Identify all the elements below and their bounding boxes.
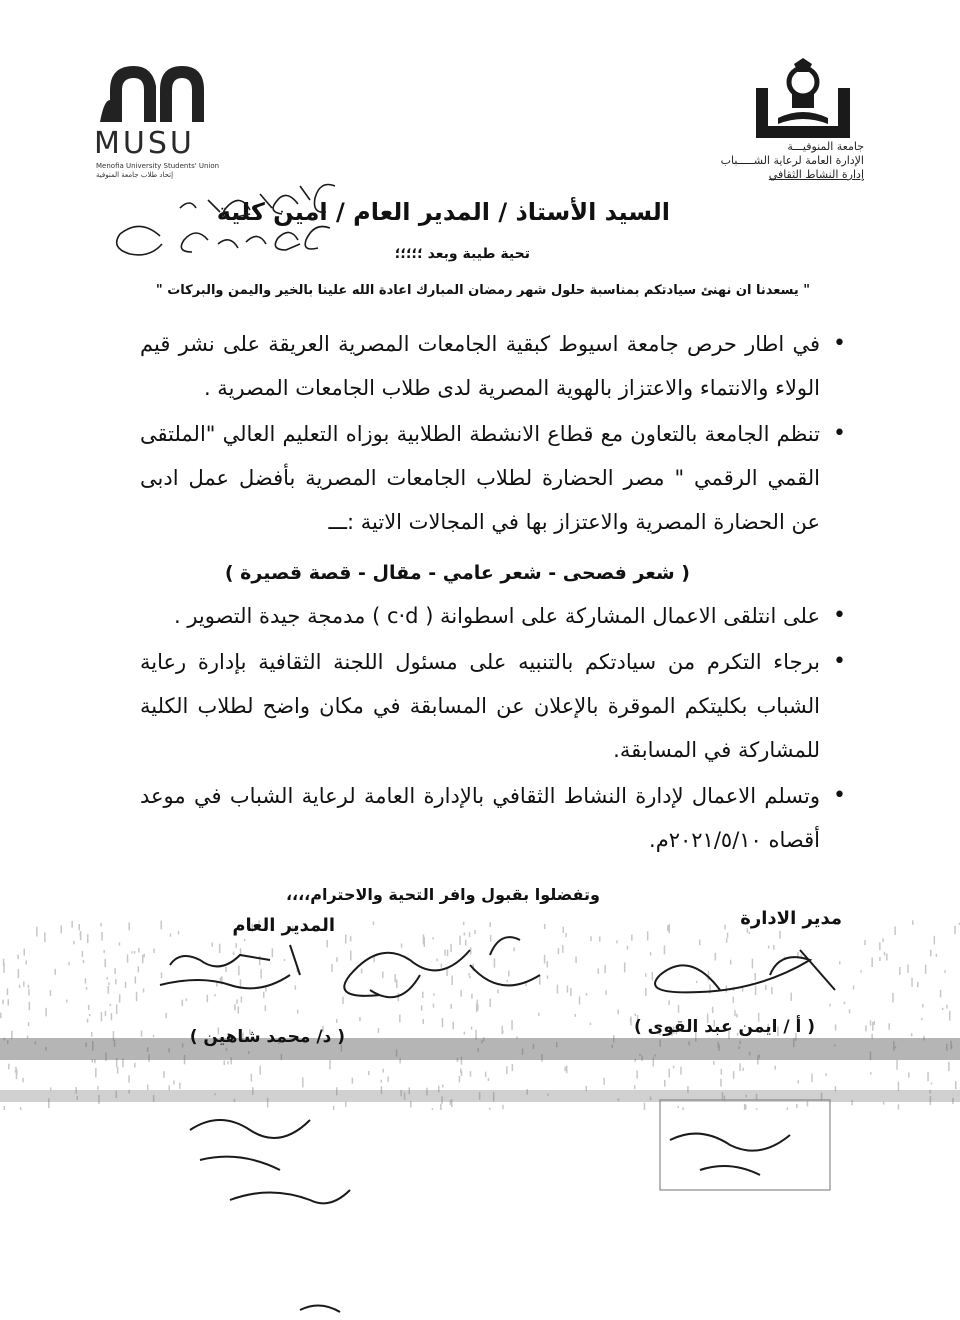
musu-wordmark: MUSU [94, 126, 195, 161]
youth-care-directorate: الإدارة العامة لرعاية الشـــــباب [720, 154, 864, 167]
scan-artifact-band [0, 920, 960, 1110]
body-paragraph: • برجاء التكرم من سيادتكم بالتنبيه على مسئول اللجنة الثقافية بإدارة رعاية الشباب بكليتكم الموقرة بالإعلان عن المسابقة في مكان واضح لطلاب الكلية للمشاركة في المسابقة. [140, 640, 820, 772]
musu-emblem-icon [100, 60, 210, 124]
university-emblem-icon [748, 58, 858, 148]
body-paragraph: • على انتلقى الاعمال المشاركة على اسطوانة ( c·d ) مدمجة جيدة التصوير . [140, 594, 820, 638]
letter-body [140, 322, 820, 864]
musu-subtitle-en: Menofia University Students' Union [96, 162, 220, 170]
musu-logo [86, 60, 236, 180]
receipt-note-icon [190, 1120, 350, 1203]
body-paragraph: • وتسلم الاعمال لإدارة النشاط الثقافي بالإدارة العامة لرعاية الشباب في موعد أقصاه ٢٠٢١/٥/١٠م. [140, 774, 820, 862]
body-paragraph: • تنظم الجامعة بالتعاون مع قطاع الانشطة الطلابية بوزاه التعليم العالي "الملتقى القمي الرقمي " مصر الحضارة لطلاب الجامعات المصرية بأفضل عمل ادبى عن الحضارة المصرية والاعتزاز بها في المجالات الاتية :ـــ [140, 412, 820, 544]
left-signature-title: المدير العام [232, 915, 335, 936]
ramadan-greeting: " يسعدنا ان نهنئ سيادتكم بمناسبة حلول شهر رمضان المبارك اعادة الله علينا بالخير واليمن والبركات " [155, 283, 810, 298]
incoming-stamp-icon [660, 1100, 830, 1190]
competition-fields: ( شعر فصحى - شعر عامي - مقال - قصة قصيرة ) [224, 562, 690, 584]
university-logo [748, 58, 858, 148]
cultural-activity-dept: إدارة النشاط الثقافي [768, 168, 864, 181]
left-signatory-name: ( د/ محمد شاهين ) [189, 1027, 345, 1047]
university-name: جامعة المنوفيـــة [787, 140, 864, 153]
greeting-line: تحية طيبة وبعد ؛؛؛؛؛ [394, 246, 530, 262]
musu-subtitle-ar: إتحاد طلاب جامعة المنوفية [96, 171, 174, 179]
handwritten-faculty-note [100, 178, 350, 268]
university-header-text [644, 140, 864, 182]
addressee-line: السيد الأستاذ / المدير العام / امين كلية [216, 198, 670, 226]
body-paragraph: • في اطار حرص جامعة اسيوط كبقية الجامعات المصرية العريقة على نشر قيم الولاء والانتماء والاعتزاز بالهوية المصرية لدى طلاب الجامعات المصرية . [140, 322, 820, 410]
closing-line: وتفضلوا بقبول وافر التحية والاحترام،،،، [285, 885, 600, 904]
right-signatory-name: ( أ / ايمن عبد القوى ) [633, 1017, 815, 1037]
right-signature-title: مدير الادارة [740, 908, 842, 929]
